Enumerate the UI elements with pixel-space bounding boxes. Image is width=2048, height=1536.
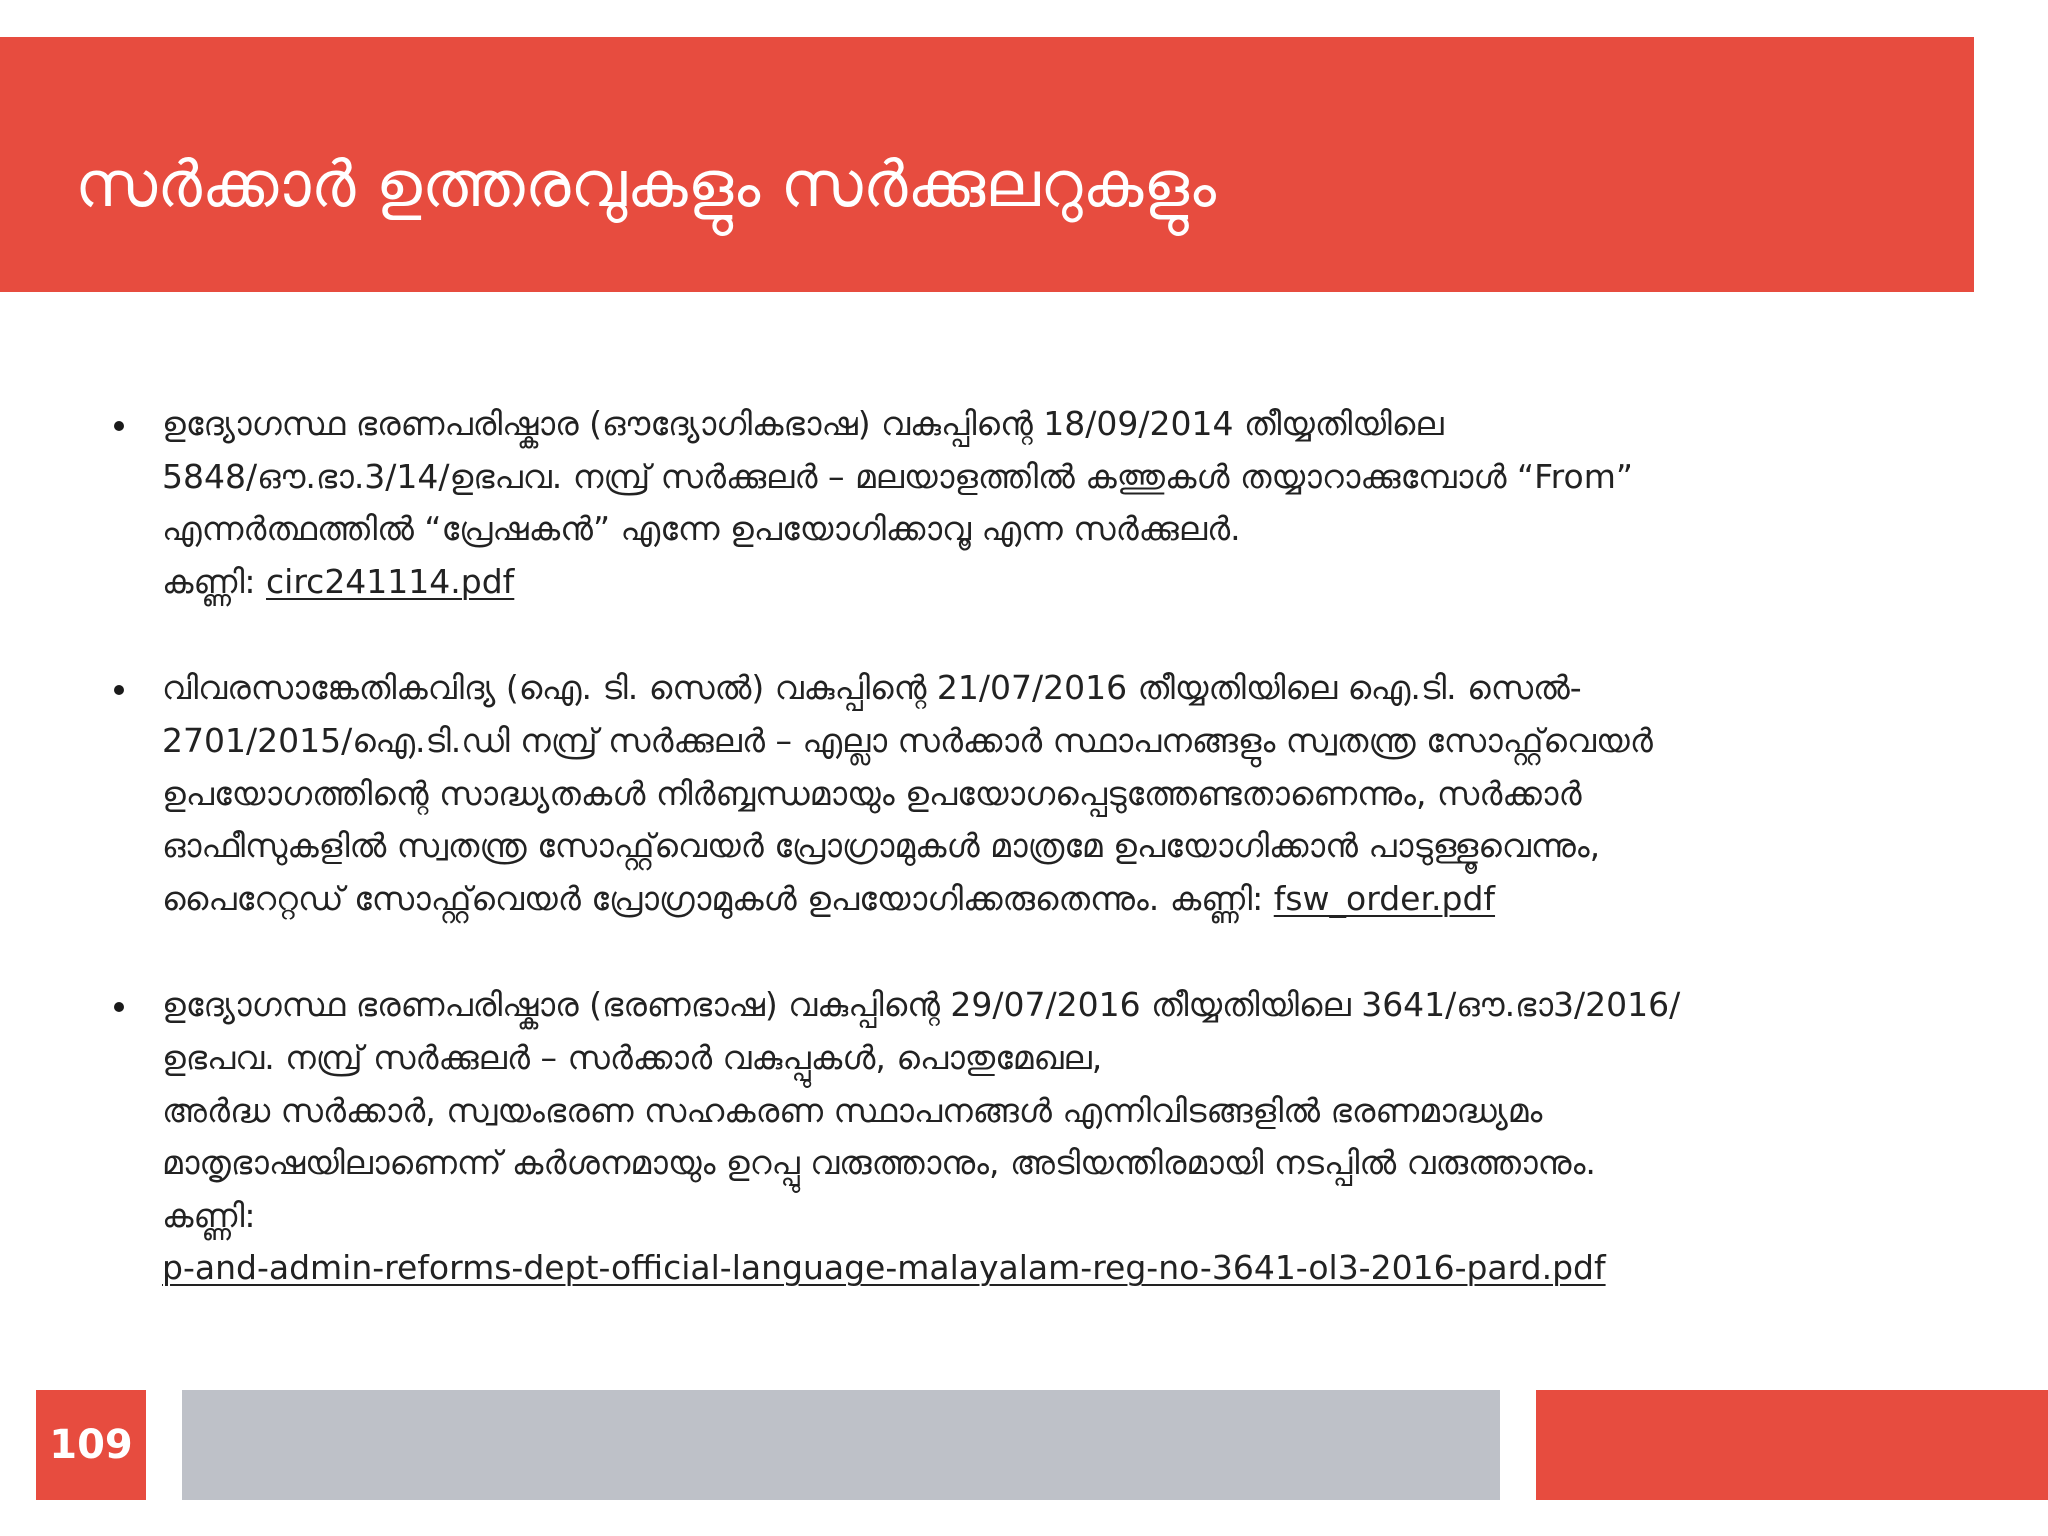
pdf-link-fsw-order[interactable]: fsw_order.pdf <box>1273 878 1496 918</box>
item-text-line: എന്നർത്ഥത്തിൽ “പ്രേഷകൻ” എന്നേ ഉപയോഗിക്കാവൂ എന്ന സർക്കുലർ. <box>162 509 1241 549</box>
item-link-line <box>162 873 1968 926</box>
item-text-line: ഉദ്യോഗസ്ഥ ഭരണപരിഷ്കാര (ഔദ്യോഗികഭാഷ) വകുപ്പിന്റെ 18/09/2014 തീയ്യതിയിലെ <box>162 404 1444 443</box>
pdf-link-circ241114[interactable]: circ241114.pdf <box>266 561 515 601</box>
item-text-line: ഉദ്യോഗസ്ഥ ഭരണപരിഷ്കാര (ഭരണഭാഷ) വകുപ്പിന്റെ 29/07/2016 തീയ്യതിയിലെ 3641/ഔ.ഭാ3/2016/ <box>162 985 1681 1025</box>
item-text-line: അർദ്ധ സർക്കാർ, സ്വയംഭരണ സഹകരണ സ്ഥാപനങ്ങൾ എന്നിവിടങ്ങളിൽ ഭരണമാദ്ധ്യമം <box>162 1090 1543 1130</box>
pdf-link-pard[interactable]: p-and-admin-reforms-dept-official-language-malayalam-reg-no-3641-ol3-2016-pard.pdf <box>162 1248 1606 1288</box>
circular-list <box>108 398 1968 1349</box>
list-item <box>108 662 1968 925</box>
bullet-icon <box>114 1002 124 1012</box>
page-number: 109 <box>49 1422 133 1468</box>
item-text-line: 5848/ഔ.ഭാ.3/14/ഉഭപവ. നമ്പ്ര് സർക്കുലർ – മലയാളത്തിൽ കത്തുകൾ തയ്യാറാക്കുമ്പോൾ “From” <box>162 456 1633 496</box>
item-link-line <box>162 1242 1968 1295</box>
link-prefix: കണ്ണി: <box>162 1195 256 1235</box>
link-prefix: കണ്ണി: <box>162 561 267 601</box>
bullet-icon <box>114 421 124 431</box>
list-item <box>108 979 1968 1295</box>
item-text-line: ഉഭപവ. നമ്പ്ര് സർക്കുലർ – സർക്കാർ വകുപ്പുകൾ, പൊതുമേഖല, <box>162 1037 1103 1077</box>
item-text-line: 2701/2015/ഐ.ടി.ഡി നമ്പ്ര് സർക്കുലർ – എല്ലാ സർക്കാർ സ്ഥാപനങ്ങളും സ്വതന്ത്ര സോഫ്റ്റ്‌വെയർ <box>162 720 1653 760</box>
item-text-line: വിവരസാങ്കേതികവിദ്യ (ഐ. ടി. സെൽ) വകുപ്പിന്റെ 21/07/2016 തീയ്യതിയിലെ ഐ.ടി. സെൽ- <box>162 668 1582 708</box>
link-prefix: കണ്ണി: <box>1169 878 1274 918</box>
list-item <box>108 398 1968 608</box>
item-text-line: ഉപയോഗത്തിന്റെ സാദ്ധ്യതകൾ നിർബ്ബന്ധമായും ഉപയോഗപ്പെടുത്തേണ്ടതാണെന്നും, സർക്കാർ <box>162 773 1582 813</box>
item-text-line: മാതൃഭാഷയിലാണെന്ന് കർശനമായും ഉറപ്പു വരുത്താനും, അടിയന്തിരമായി നടപ്പിൽ വരുത്താനും. <box>162 1143 1596 1183</box>
slide-title: സർക്കാർ ഉത്തരവുകളും സർക്കുലറുകളും <box>75 148 1216 222</box>
item-text-line: ഓഫീസുകളിൽ സ്വതന്ത്ര സോഫ്റ്റ്‌വെയർ പ്രോഗ്രാമുകൾ മാത്രമേ ഉപയോഗിക്കാൻ പാടുള്ളൂവെന്നും, <box>162 826 1601 866</box>
item-link-line <box>162 556 1968 609</box>
footer-gray-bar <box>182 1390 1500 1500</box>
bullet-icon <box>114 685 124 695</box>
item-text-tail: പൈറേറ്റഡ് സോഫ്റ്റ്‌വെയർ പ്രോഗ്രാമുകൾ ഉപയോഗിക്കരുതെന്നും. <box>162 878 1170 918</box>
footer-red-bar <box>1536 1390 2048 1500</box>
